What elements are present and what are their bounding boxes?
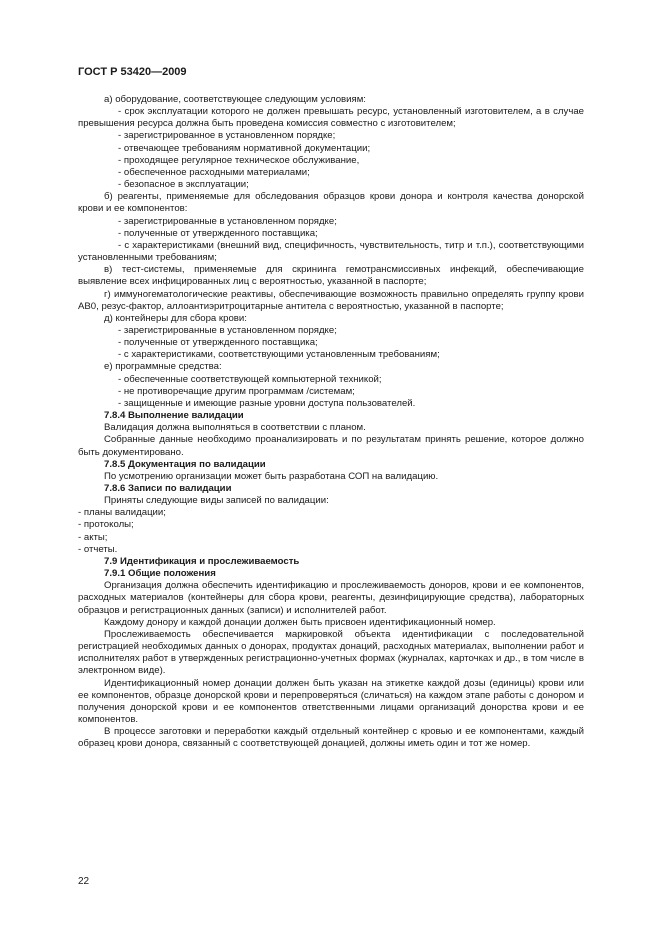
body-paragraph: д) контейнеры для сбора крови: — [104, 312, 247, 324]
section-heading: 7.9.1 Общие положения — [104, 568, 216, 580]
body-paragraph: - с характеристиками (внешний вид, специфичность, чувствительность, титр и т.п.), соответствующими установленными требованиям; — [78, 239, 584, 264]
body-paragraph: в) тест-системы, применяемые для скрининга гемотрансмиссивных инфекций, обеспечивающие выявление всех инфицированных лиц с вероятностью, указанной в паспорте; — [78, 264, 584, 288]
body-paragraph: - обеспеченные соответствующей компьютерной техникой; — [118, 373, 382, 385]
document-body — [78, 94, 584, 750]
body-paragraph: - зарегистрированные в установленном порядке; — [118, 215, 337, 227]
body-paragraph: Валидация должна выполняться в соответствии с планом. — [104, 422, 366, 434]
body-paragraph: - акты; — [78, 531, 108, 543]
body-paragraph: г) иммуногематологические реактивы, обеспечивающие возможность правильно определять группу крови АВ0, резус-фактор, аллоантиэритроцитарные антитела с вероятностью, указанной в паспорте; — [78, 288, 584, 312]
body-paragraph: - обеспеченное расходными материалами; — [118, 166, 310, 178]
body-paragraph: Собранные данные необходимо проанализировать и по результатам принять решение, которое должно быть документировано. — [78, 434, 584, 458]
body-paragraph: Организация должна обеспечить идентификацию и прослеживаемость доноров, крови и ее компонентов, расходных материалов (контейнеры для сбора крови, реагенты, дезинфицирующие средства), лабораторных образцов и регистрационных данных (записи) и исполнителей работ. — [78, 580, 584, 616]
body-paragraph: - безопасное в эксплуатации; — [118, 179, 249, 191]
section-heading: 7.8.4 Выполнение валидации — [104, 410, 244, 422]
section-heading: 7.8.5 Документация по валидации — [104, 458, 266, 470]
body-paragraph: - с характеристиками, соответствующими установленным требованиям; — [118, 349, 440, 361]
page-number: 22 — [78, 876, 90, 887]
body-paragraph: - планы валидации; — [78, 507, 166, 519]
body-paragraph: - не противоречащие другим программам /системам; — [118, 385, 355, 397]
body-paragraph: е) программные средства: — [104, 361, 222, 373]
body-paragraph: Приняты следующие виды записей по валидации: — [104, 495, 329, 507]
section-heading: 7.8.6 Записи по валидации — [104, 483, 232, 494]
body-paragraph: В процессе заготовки и переработки каждый отдельный контейнер с кровью и ее компонентами, каждый образец крови донора, связанный с соответствующей донацией, должны иметь один и тот же номер. — [78, 726, 584, 750]
body-paragraph: - зарегистрированные в установленном порядке; — [118, 324, 337, 336]
body-paragraph: - проходящее регулярное техническое обслуживание, — [118, 154, 360, 166]
document-code-header: ГОСТ Р 53420—2009 — [78, 66, 187, 78]
body-paragraph: - зарегистрированное в установленном порядке; — [118, 130, 336, 142]
section-heading: 7.9 Идентификация и прослеживаемость — [104, 555, 300, 567]
body-paragraph: - отвечающее требованиям нормативной документации; — [118, 142, 371, 154]
body-paragraph: б) реагенты, применяемые для обследования образцов крови донора и контроля качества донорской крови и ее компонентов: — [78, 191, 584, 215]
body-paragraph: По усмотрению организации может быть разработана СОП на валидацию. — [104, 470, 439, 482]
body-paragraph: а) оборудование, соответствующее следующим условиям: — [104, 94, 366, 105]
body-paragraph: - защищенные и имеющие разные уровни доступа пользователей. — [118, 397, 416, 409]
body-paragraph: - полученные от утвержденного поставщика; — [118, 337, 318, 349]
body-paragraph: - полученные от утвержденного поставщика; — [118, 227, 318, 239]
body-paragraph: - протоколы; — [78, 519, 134, 531]
body-paragraph: Идентификационный номер донации должен быть указан на этикетке каждой дозы (единицы) крови или ее компонентов, образце донорской крови и перепроверяться (сличаться) на каждом этапе работы с донором и получения донорской крови и ее компонентов ответственными лицами организаций донорства крови и ее компонентов. — [78, 677, 584, 725]
body-paragraph: - срок эксплуатации которого не должен превышать ресурс, установленный изготовителем, а в случае превышения ресурса должна быть проведена комиссия совместно с изготовителем; — [78, 106, 584, 130]
body-paragraph: Каждому донору и каждой донации должен быть присвоен идентификационный номер. — [104, 616, 496, 628]
body-paragraph: Прослеживаемость обеспечивается маркировкой объекта идентификации с последовательной регистрацией необходимых данных о донорах, продуктах донаций, расходных материалах, выполнении работ и исполнителях работ в утвержденных регистрационно-учетных формах (журналах, карточках и др., в том числе в электронном виде). — [78, 628, 584, 677]
body-paragraph: - отчеты. — [78, 543, 118, 555]
